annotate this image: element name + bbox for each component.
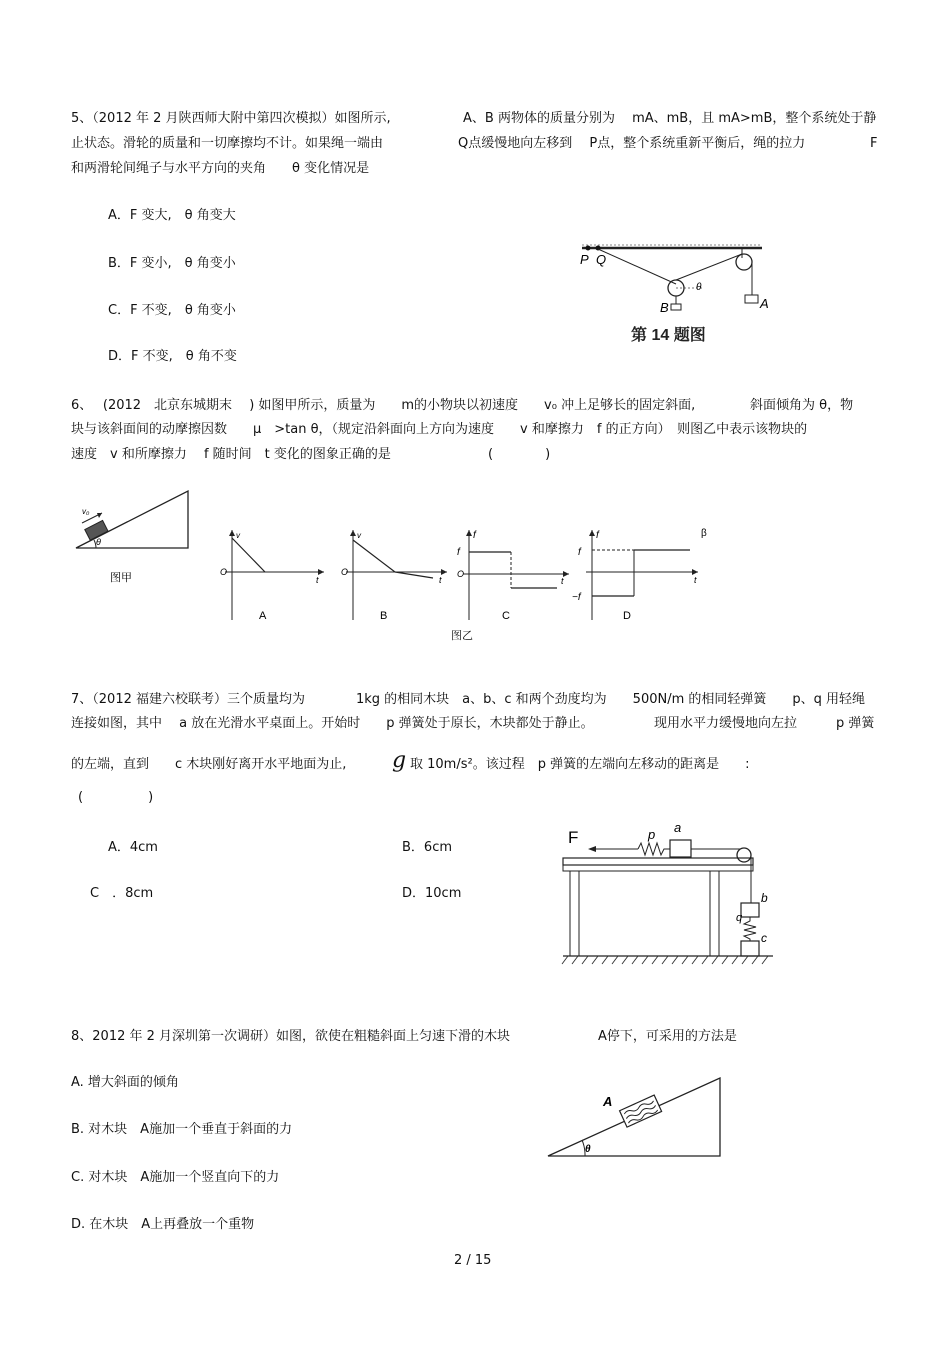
q8-text-line1b: A停下，可采用的方法是 — [598, 1029, 737, 1044]
q6-text-line2: 块与该斜面间的动摩擦因数 μ >tan θ，（规定沿斜面向上方向为速度 v 和摩擦力 f 的正方向） 则图乙中表示该物块的 — [71, 422, 808, 437]
q7-text-line2a: 连接如图，其中 a 放在光滑水平桌面上。开始时 p 弹簧处于原长，木块都处于静止。 — [71, 716, 594, 731]
q8-label-a: A — [603, 1094, 613, 1109]
q5-option-b: B．F 变小, θ 角变小 — [108, 256, 236, 271]
q6-graph-d — [574, 528, 714, 622]
svg-text:f: f — [457, 547, 460, 558]
svg-text:t: t — [439, 575, 442, 585]
q6-text-line1a: 6、 (2012 北京东城期末 ) 如图甲所示，质量为 m的小物块以初速度 v₀ 冲上足够长的固定斜面, — [71, 398, 696, 413]
q5-label-theta: θ — [696, 282, 702, 293]
q7-label-f: F — [568, 828, 579, 847]
q7-text-line3a: 的左端，直到 c 木块刚好离开水平地面为止, — [71, 757, 347, 772]
q5-option-a: A．F 变大, θ 角变大 — [108, 208, 236, 223]
q6-text-line1b: 斜面倾角为 θ，物 — [750, 398, 854, 413]
q7-option-c: C ．8cm — [90, 886, 154, 901]
q5-option-c: C．F 不变, θ 角变小 — [108, 303, 236, 318]
q7-label-c: c — [761, 931, 767, 945]
q5-text-line2c: F — [870, 136, 878, 151]
q8-option-c: C. 对木块 A施加一个竖直向下的力 — [71, 1170, 280, 1185]
q7-option-d: D．10cm — [402, 886, 462, 901]
q6-graph-b-label: B — [380, 610, 388, 622]
q6-answer-paren: ( ) — [488, 447, 551, 462]
q6-graph-c-label: C — [502, 610, 510, 622]
svg-text:t: t — [694, 575, 697, 585]
q8-text-line1a: 8、2012 年 2 月深圳第一次调研）如图，欲使在粗糙斜面上匀速下滑的木块 — [71, 1029, 511, 1044]
svg-text:θ: θ — [96, 537, 101, 547]
svg-text:v: v — [357, 531, 361, 540]
q7-label-p: p — [648, 827, 656, 842]
q5-label-a: A — [760, 296, 769, 311]
q7-label-a: a — [674, 820, 682, 835]
q7-option-a: A．4cm — [108, 840, 158, 855]
q8-incline-figure — [545, 1074, 725, 1159]
q5-text-line1b: A、B 两物体的质量分别为 mA、mB，且 mA>mB，整个系统处于静 — [463, 111, 877, 126]
svg-text:O: O — [341, 567, 349, 577]
svg-text:v: v — [236, 531, 240, 540]
q7-g-symbol: g — [392, 748, 407, 773]
q6-graph-b — [333, 528, 451, 622]
q6-label-v0: v₀ — [82, 507, 90, 516]
q6-text-line3: 速度 v 和所摩擦力 f 随时间 t 变化的图象正确的是 — [71, 447, 391, 462]
q6-graph-d-beta: β — [701, 528, 707, 539]
q6-graph-d-label: D — [623, 610, 631, 622]
q7-option-b: B．6cm — [402, 840, 453, 855]
q6-graph-c — [453, 528, 573, 622]
q7-text-line1b: 1kg 的相同木块 a、b、c 和两个劲度均为 500N/m 的相同轻弹簧 p、q 用轻绳 — [356, 692, 866, 707]
q7-table-spring-figure — [558, 818, 778, 973]
svg-text:O: O — [220, 567, 228, 577]
svg-text:t: t — [316, 575, 319, 585]
svg-text:f: f — [578, 547, 581, 558]
q5-text-line3: 和两滑轮间绳子与水平方向的夹角 θ 变化情况是 — [71, 161, 370, 176]
q5-label-b: B — [660, 300, 669, 315]
q5-text-line1a: 5、（2012 年 2 月陕西师大附中第四次模拟）如图所示, — [71, 111, 391, 126]
q6-graph-a — [212, 528, 330, 622]
q7-text-line1a: 7、（2012 福建六校联考）三个质量均为 — [71, 692, 305, 707]
q8-label-theta: θ — [585, 1144, 591, 1155]
q5-text-line2b: Q点缓慢地向左移到 P点，整个系统重新平衡后，绳的拉力 — [458, 136, 806, 151]
q7-answer-paren: ( ) — [78, 790, 154, 805]
q6-caption-jia: 图甲 — [110, 572, 132, 584]
q5-label-p: P — [580, 252, 589, 267]
q5-pulley-figure — [576, 240, 769, 350]
q5-option-d: D．F 不变, θ 角不变 — [108, 349, 237, 364]
q8-option-a: A. 增大斜面的倾角 — [71, 1075, 179, 1090]
q7-label-b: b — [761, 891, 768, 905]
q7-label-q: q — [736, 912, 743, 924]
svg-text:−f: −f — [572, 592, 581, 603]
q5-text-line2a: 止状态。滑轮的质量和一切摩擦均不计。如果绳一端由 — [71, 136, 384, 151]
q6-figure-jia — [70, 488, 200, 588]
svg-text:t: t — [561, 576, 564, 586]
q7-text-line3b: 取 10m/s²。该过程 p 弹簧的左端向左移动的距离是 : — [410, 757, 750, 772]
svg-text:f: f — [596, 530, 599, 541]
q8-option-b: B. 对木块 A施加一个垂直于斜面的力 — [71, 1122, 293, 1137]
q5-figure-caption: 第 14 题图 — [631, 327, 706, 344]
svg-text:f: f — [473, 530, 476, 541]
q6-graph-a-label: A — [259, 610, 267, 622]
q8-option-d: D. 在木块 A上再叠放一个重物 — [71, 1217, 255, 1232]
q7-text-line2b: 现用水平力缓慢地向左拉 p 弹簧 — [654, 716, 875, 731]
svg-text:O: O — [457, 569, 465, 579]
q5-label-q: Q — [596, 252, 607, 267]
q6-caption-yi: 图乙 — [451, 629, 473, 642]
page-number: 2 / 15 — [454, 1253, 492, 1268]
